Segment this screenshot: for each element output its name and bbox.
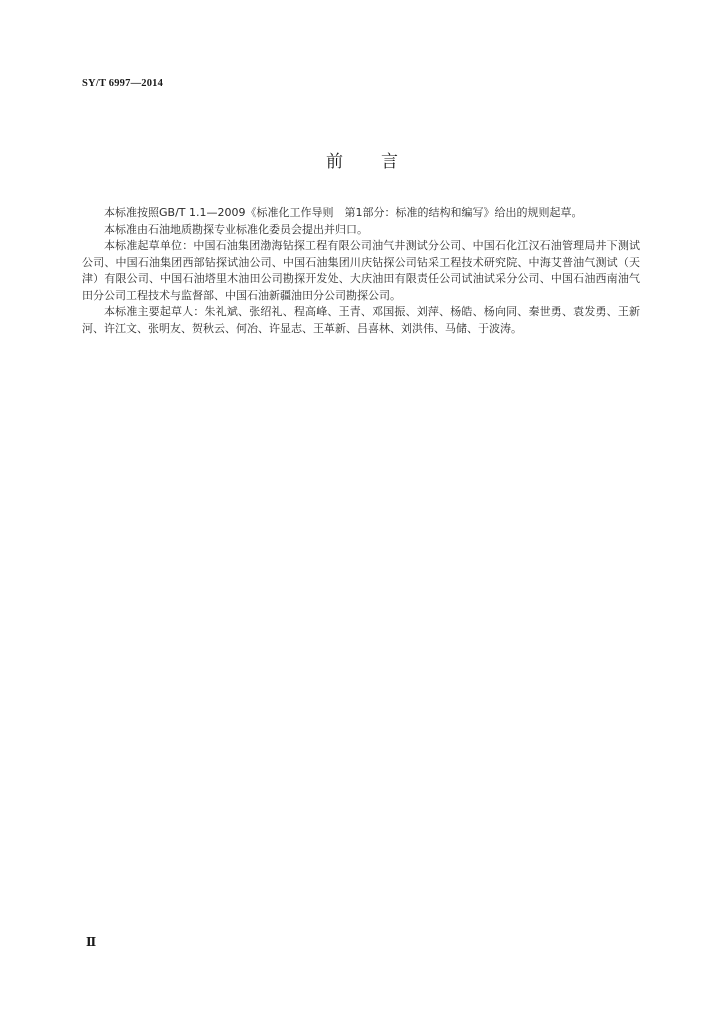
paragraph-proposer: 本标准由石油地质勘探专业标准化委员会提出并归口。 xyxy=(104,222,368,236)
paragraph-drafting-units: 本标准起草单位：中国石油集团渤海钻探工程有限公司油气井测试分公司、中国石化江汉石油管理局井下测试公司、中国石油集团西部钻探试油公司、中国石油集团川庆钻探公司钻采工程技术研究院、中海艾普油气测试（天津）有限公司、中国石油塔里木油田公司勘探开发处、大庆油田有限责任公司试油试采分公司、中国石油西南油气田分公司工程技术与监督部、中国石油新疆油田分公司勘探公司。 xyxy=(82,239,640,302)
paragraph-drafters: 本标准主要起草人：朱礼斌、张绍礼、程高峰、王青、邓国振、刘萍、杨皓、杨向同、秦世勇、袁发勇、王新河、许江文、张明友、贺秋云、何冶、许显志、王革新、吕喜林、刘洪伟、马储、于波涛。 xyxy=(82,305,640,335)
paragraph-drafting-rules: 本标准按照GB/T 1.1—2009《标准化工作导则 第1部分：标准的结构和编写》给出的规则起草。 xyxy=(104,206,583,219)
preface-body xyxy=(82,205,640,337)
page-number: Ⅱ xyxy=(86,935,97,949)
page-title: 前言 xyxy=(326,152,436,172)
standard-code: SY/T 6997—2014 xyxy=(82,78,164,89)
